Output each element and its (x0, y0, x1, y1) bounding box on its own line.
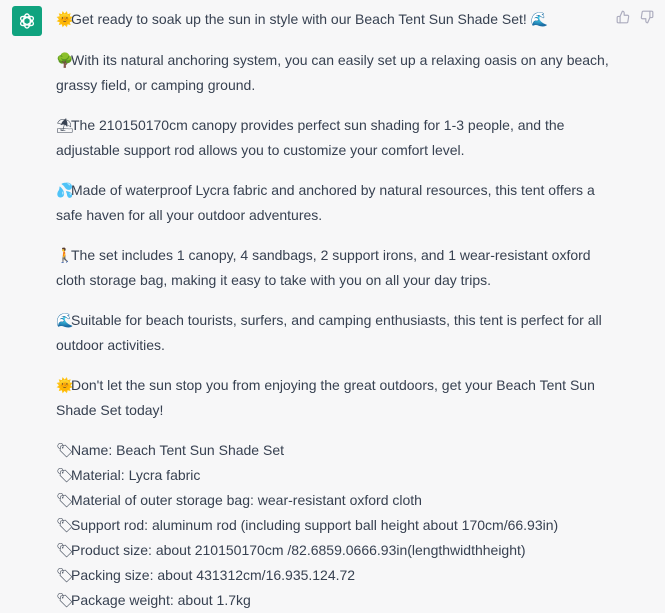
spec-item (56, 438, 616, 463)
spec-item (56, 488, 616, 513)
message-paragraph (56, 113, 616, 162)
paragraph-text: Don't let the sun stop you from enjoying the great outdoors, get your Beach Tent Sun Shade Set today! (56, 377, 595, 418)
spec-list (56, 438, 616, 613)
label-tag-icon: 🏷 (56, 493, 74, 509)
message-paragraph (56, 7, 616, 32)
tree-emoji-icon: 🌳 (56, 53, 74, 69)
paragraph-text: With its natural anchoring system, you can easily set up a relaxing oasis on any beach, grassy field, or camping ground. (56, 52, 609, 93)
assistant-message (56, 7, 616, 613)
droplets-emoji-icon: 💦 (56, 183, 74, 199)
thumbs-down-icon[interactable] (639, 9, 655, 25)
umbrella-emoji-icon: ⛱ (56, 118, 74, 134)
spec-text: Package weight: about 1.7kg (71, 592, 251, 608)
label-tag-icon: 🏷 (56, 468, 74, 484)
assistant-avatar (12, 6, 42, 36)
message-paragraph (56, 243, 616, 292)
wave-emoji-icon: 🌊 (56, 313, 74, 329)
spec-item (56, 463, 616, 488)
message-paragraph (56, 48, 616, 97)
spec-text: Material: Lycra fabric (71, 467, 201, 483)
spec-text: Material of outer storage bag: wear-resistant oxford cloth (71, 492, 422, 508)
spec-text: Name: Beach Tent Sun Shade Set (71, 442, 284, 458)
spec-item (56, 588, 616, 613)
paragraph-text: Get ready to soak up the sun in style with our Beach Tent Sun Shade Set! 🌊 (71, 11, 549, 27)
sun-emoji-icon: 🌞 (56, 378, 74, 394)
paragraph-text: The 210150170cm canopy provides perfect sun shading for 1-3 people, and the adjustable support rod allows you to customize your comfort level. (56, 117, 565, 158)
spec-text: Support rod: aluminum rod (including support ball height about 170cm/66.93in) (71, 517, 559, 533)
message-paragraph (56, 373, 616, 422)
paragraph-text: Made of waterproof Lycra fabric and anchored by natural resources, this tent offers a safe haven for all your outdoor adventures. (56, 182, 595, 223)
sun-emoji-icon: 🌞 (56, 12, 74, 28)
label-tag-icon: 🏷 (56, 518, 74, 534)
paragraph-text: Suitable for beach tourists, surfers, and camping enthusiasts, this tent is perfect for all outdoor activities. (56, 312, 602, 353)
label-tag-icon: 🏷 (56, 593, 74, 609)
label-tag-icon: 🏷 (56, 543, 74, 559)
spec-item (56, 513, 616, 538)
message-paragraph (56, 308, 616, 357)
spec-item (56, 563, 616, 588)
spec-text: Product size: about 210150170cm /82.6859.0666.93in(lengthwidthheight) (71, 542, 526, 558)
paragraph-text: The set includes 1 canopy, 4 sandbags, 2 support irons, and 1 wear-resistant oxford cloth storage bag, making it easy to take with you on all your day trips. (56, 247, 591, 288)
thumbs-up-icon[interactable] (615, 9, 631, 25)
label-tag-icon: 🏷 (56, 443, 74, 459)
label-tag-icon: 🏷 (56, 568, 74, 584)
spec-text: Packing size: about 431312cm/16.935.124.72 (71, 567, 356, 583)
walking-person-emoji-icon: 🚶 (56, 248, 74, 264)
feedback-controls (615, 9, 655, 25)
openai-logo-icon (17, 11, 37, 31)
spec-item (56, 538, 616, 563)
message-paragraph (56, 178, 616, 227)
